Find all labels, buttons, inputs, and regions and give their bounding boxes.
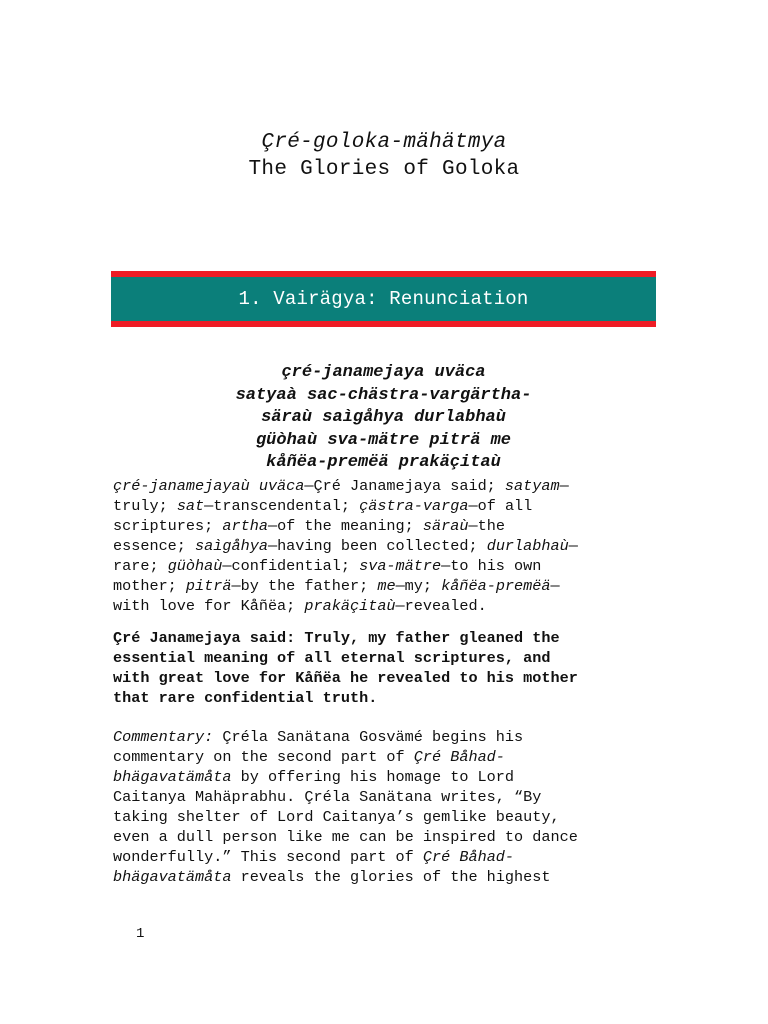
italic-term: prakäçitaù: [304, 597, 396, 615]
translation-line: essential meaning of all eternal scriptures, and: [113, 649, 551, 667]
text-run: —of all: [468, 497, 533, 515]
verse-line: çré-janamejaya uväca: [281, 363, 486, 382]
text-run: —my;: [395, 577, 442, 595]
commentary-paragraph: [113, 727, 658, 887]
synonyms-line: [113, 596, 658, 616]
commentary-line: [113, 827, 658, 847]
verse-line: satyaà sac-chästra-vargärtha-: [235, 385, 532, 405]
text-run: —: [559, 477, 569, 495]
text-run: —revealed.: [395, 597, 487, 615]
title-sanskrit: Çré-goloka-mähätmya: [261, 131, 507, 154]
commentary-line: [113, 807, 658, 827]
text-run: even a dull person like me can be inspired to dance: [113, 828, 578, 846]
chapter-title: 1. Vairägya: Renunciation: [111, 277, 656, 321]
text-run: —by the father;: [231, 577, 378, 595]
title-english: The Glories of Goloka: [248, 158, 520, 181]
verse-block: [111, 362, 656, 475]
synonyms-line: [113, 476, 658, 496]
commentary-line: [113, 787, 658, 807]
italic-term: kåñëa-premëä: [441, 577, 551, 595]
commentary-line: [113, 847, 658, 867]
verse-line: kåñëa-premëä prakäçitaù: [266, 453, 501, 472]
italic-term: sat: [176, 497, 205, 515]
text-run: Çréla Sanätana Gosvämé begins his: [213, 728, 524, 746]
text-run: wonderfully.” This second part of: [113, 848, 423, 866]
synonyms-line: [113, 576, 658, 596]
italic-term: çré-janamejayaù uväca: [113, 477, 305, 495]
italic-term: saìgåhya: [195, 537, 268, 555]
text-run: scriptures;: [113, 517, 223, 535]
italic-term: bhägavatämåta: [113, 868, 232, 886]
text-run: —having been collected;: [267, 537, 487, 555]
text-run: —the: [468, 517, 505, 535]
text-run: rare;: [113, 557, 168, 575]
synonyms-paragraph: [113, 476, 658, 616]
text-run: mother;: [113, 577, 186, 595]
translation-line: Çré Janamejaya said: Truly, my father gleaned the: [113, 629, 560, 647]
translation-paragraph: [113, 628, 658, 708]
text-run: essence;: [113, 537, 196, 555]
text-run: —confidential;: [222, 557, 360, 575]
italic-term: me: [377, 577, 396, 595]
text-run: —: [568, 537, 578, 555]
text-run: reveals the glories of the highest: [231, 868, 551, 886]
italic-term: Commentary:: [113, 728, 214, 746]
synonyms-line: [113, 496, 658, 516]
text-run: —of the meaning;: [267, 517, 423, 535]
synonyms-line: [113, 536, 658, 556]
synonyms-line: [113, 556, 658, 576]
commentary-line: [113, 767, 658, 787]
italic-term: sva-mätre: [359, 557, 442, 575]
text-run: —: [550, 577, 560, 595]
commentary-line: [113, 727, 658, 747]
commentary-line: [113, 747, 658, 767]
synonyms-line: [113, 516, 658, 536]
commentary-line: [113, 867, 658, 887]
text-run: —transcendental;: [204, 497, 360, 515]
italic-term: bhägavatämåta: [113, 768, 232, 786]
italic-term: Çré Båhad-: [413, 748, 505, 766]
italic-term: güòhaù: [167, 557, 223, 575]
text-run: —to his own: [441, 557, 542, 575]
verse-line: säraù saìgåhya durlabhaù: [261, 408, 506, 427]
chapter-banner: [111, 271, 656, 327]
page-number: 1: [136, 926, 145, 942]
text-run: —Çré Janamejaya said;: [304, 477, 505, 495]
italic-term: satyam: [504, 477, 560, 495]
text-run: taking shelter of Lord Caitanya’s gemlike beauty,: [113, 808, 560, 826]
italic-term: säraù: [422, 517, 469, 535]
text-run: truly;: [113, 497, 177, 515]
text-run: commentary on the second part of: [113, 748, 414, 766]
italic-term: çästra-varga: [359, 497, 469, 515]
translation-line: that rare confidential truth.: [113, 689, 378, 707]
verse-line: güòhaù sva-mätre piträ me: [255, 430, 512, 450]
text-run: by offering his homage to Lord: [231, 768, 515, 786]
italic-term: artha: [222, 517, 268, 535]
italic-term: durlabhaù: [486, 537, 569, 555]
italic-term: Çré Båhad-: [422, 848, 515, 866]
text-run: Caitanya Mahäprabhu. Çréla Sanätana writes, “By: [113, 788, 542, 806]
italic-term: piträ: [185, 577, 232, 595]
translation-line: with great love for Kåñëa he revealed to his mother: [113, 669, 578, 687]
text-run: with love for Kåñëa;: [113, 597, 305, 615]
